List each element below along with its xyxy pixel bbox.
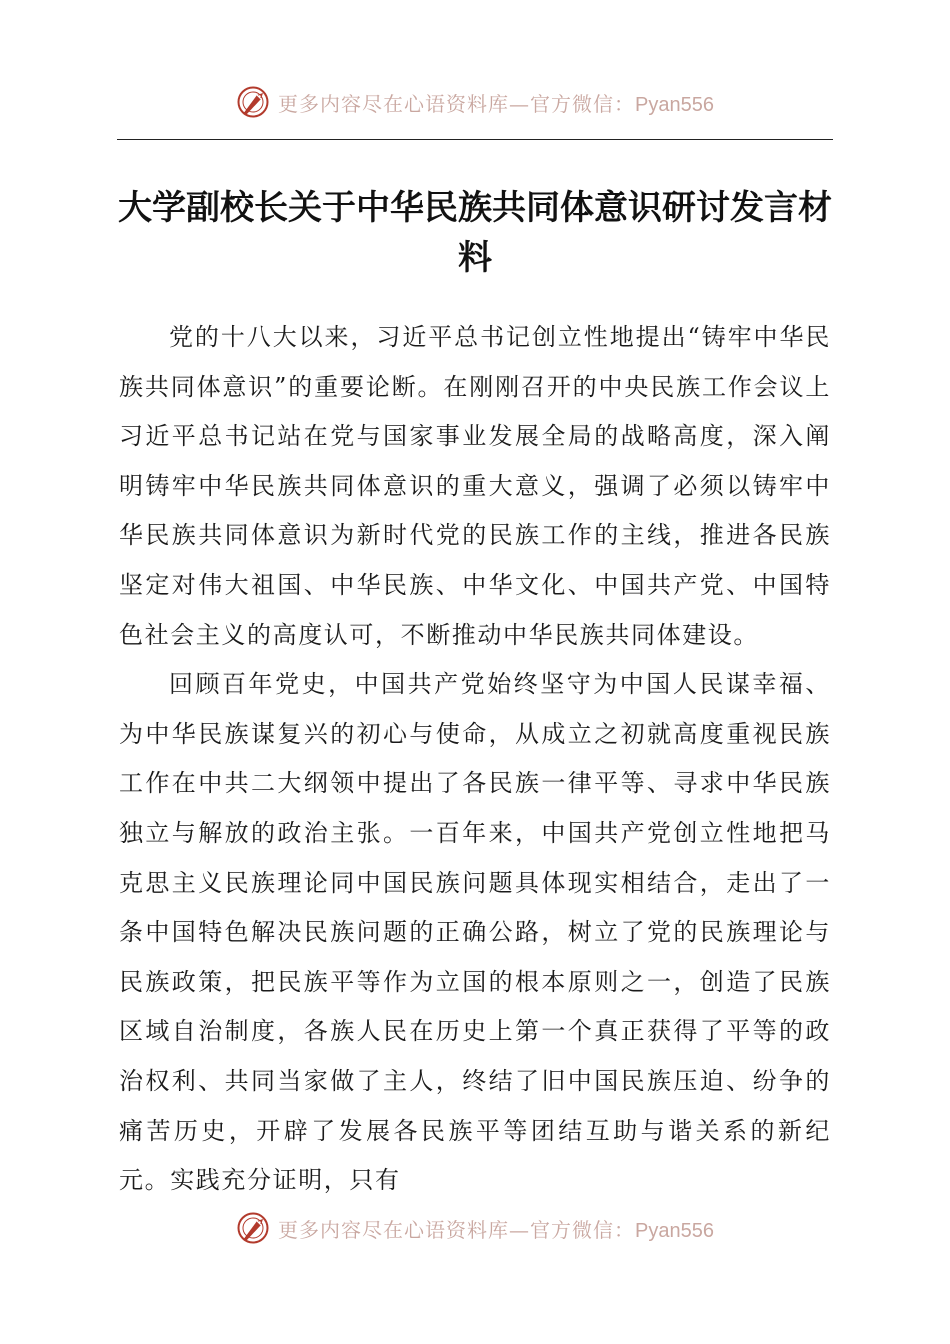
document-body xyxy=(119,313,831,1206)
paragraph-2: 回顾百年党史，中国共产党始终坚守为中国人民谋幸福、为中华民族谋复兴的初心与使命，从成立之初就高度重视民族工作在中共二大纲领中提出了各民族一律平等、寻求中华民族独立与解放的政治主张。一百年来，中国共产党创立性地把马克思主义民族理论同中国民族问题具体现实相结合，走出了一条中国特色解决民族问题的正确公路，树立了党的民族理论与民族政策，把民族平等作为立国的根本原则之一，创造了民族区域自治制度，各族人民在历史上第一个真正获得了平等的政治权利、共同当家做了主人，终结了旧中国民族压迫、纷争的痛苦历史，开辟了发展各民族平等团结互助与谐关系的新纪元。实践充分证明，只有 xyxy=(119,670,831,1195)
header-banner-text xyxy=(278,88,714,117)
footer-banner-label: 更多内容尽在心语资料库—官方微信： xyxy=(278,1217,636,1242)
header-banner-label: 更多内容尽在心语资料库—官方微信： xyxy=(278,91,636,116)
footer-banner-text xyxy=(278,1214,714,1243)
pen-nib-logo-icon xyxy=(236,1211,270,1245)
header-divider xyxy=(117,139,833,140)
footer-banner-handle: Pyan556 xyxy=(635,1219,714,1242)
paragraph-1: 党的十八大以来，习近平总书记创立性地提出“铸牢中华民族共同体意识”的重要论断。在刚刚召开的中央民族工作会议上习近平总书记站在党与国家事业发展全局的战略高度，深入阐明铸牢中华民族共同体意识的重大意义，强调了必须以铸牢中华民族共同体意识为新时代党的民族工作的主线，推进各民族坚定对伟大祖国、中华民族、中华文化、中国共产党、中国特色社会主义的高度认可，不断推动中华民族共同体建设。 xyxy=(119,323,831,649)
footer-banner xyxy=(0,1208,950,1248)
document-title: 大学副校长关于中华民族共同体意识研讨发言材料 xyxy=(118,188,832,278)
header-banner xyxy=(0,82,950,122)
pen-nib-logo-icon xyxy=(236,85,270,119)
header-banner-handle: Pyan556 xyxy=(635,93,714,116)
